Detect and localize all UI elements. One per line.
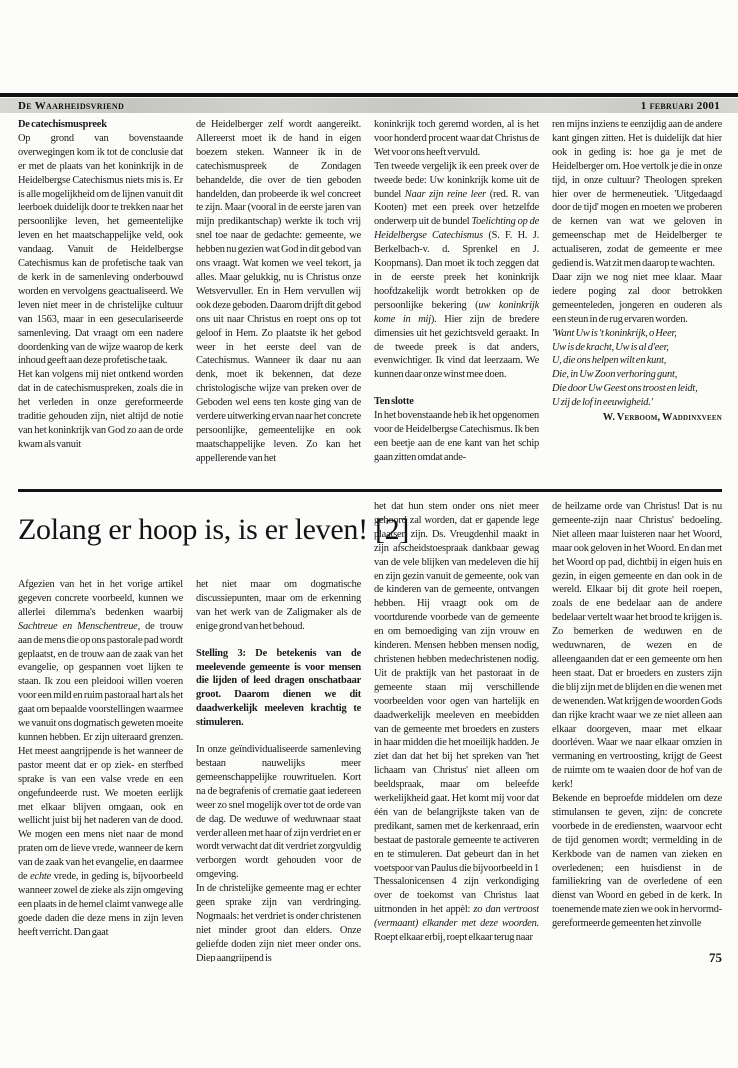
feature-column-2 — [196, 578, 361, 962]
issue-date: 1 februari 2001 — [640, 99, 720, 112]
poem-line: 'Want Uw is 't koninkrijk, o Heer, — [552, 327, 677, 339]
paragraph: koninkrijk toch geremd worden, al is het voor honderd procent waar dat Christus de Wet voor ons heeft vervuld. — [374, 119, 539, 158]
paragraph: het niet maar om dogmatische discussiepunten, maar om de erkenning van het werk van de Zaligmaker als de enige grond van het behoud. — [196, 579, 361, 632]
poem-line: Die, in Uw Zoon verhoring gunt, — [552, 369, 678, 381]
paragraph: de Heidelberger zelf wordt aangereikt. Allereerst moet ik de hand in eigen boezem steken. Wanneer ik in de catechismuspreek de Zondagen behandelde, die over de tien geboden handelden, dan probeerde ik wel concreet te zijn. Maar (vooral in de eerste jaren van mijn predikantschap) werkte ik toch vrij snel toe naar de gedachte: gemeente, we hebben nu gezien wat God in dit gebod van ons vraagt. Wat komen we veel tekort, ja alles. Maar gelukkig, nu is Christus onze Wetsvervuller. En in Hem vervullen wij ook deze geboden. Daarom drijft dit gebod ons uit naar Christus en roept ons op tot geloof in Hem. Zo plaatste ik het gebod weer in het eerste deel van de Catechismus. Wanneer ik daar nu aan denk, moet ik bekennen, dat deze christologische wijze van preken over de Geboden wel eens ten koste ging van de verdere uitwerking ervan naar het concrete persoonlijke, gemeentelijke en ook maatschappelijke leven. Zo kan het appellerende van het — [196, 119, 361, 464]
paragraph: In de christelijke gemeente mag er echter geen sprake zijn van verdringing. Nogmaals: het verdriet is onder christenen niet minder groot dan elders. Onze geliefde doden zijn niet meer onder ons. Diep aangrijpend is — [196, 883, 361, 962]
masthead-rule — [0, 93, 738, 97]
section-divider-rule — [18, 489, 722, 492]
paragraph: Daar zijn we nog niet mee klaar. Maar iedere poging zal door betrokken gemeenteleden, jongeren en ouderen als een steun in de rug ervaren worden. — [552, 271, 722, 325]
column-heading: De catechismuspreek — [18, 119, 107, 130]
article-column-4 — [552, 118, 722, 489]
feature-article — [0, 497, 738, 1042]
poem-line: U zij de lof in eeuwigheid.' — [552, 397, 653, 409]
paragraph: Ten tweede vergelijk ik een preek over de tweede bede: Uw koninkrijk kome uit de bundel Naar zijn reine leer (red. R. van Kooten) met een preek over hetzelfde onderwerp uit de bundel Toelichting op de Heidelbergse Catechismus (S. F. H. J. Berkelbach-v. d. Sprenkel en J. Koopmans). Dan moet ik toch zeggen dat in de eerste preek het koninkrijk hoofdzakelijk wordt betrokken op de persoonlijke bekering (uw koninkrijk kome in mij). Hier zijn de bredere dimensies uit het gezichtsveld geraakt. In de tweede preek is dat anders, evenwichtiger. Ik vind dat leerzaam. We kunnen daar onze winst mee doen. — [374, 160, 539, 381]
paragraph: Het kan volgens mij niet ontkend worden dat in de catechismuspreken, zoals die in het verleden in onze gereformeerde traditie gehouden zijn, niet altijd de notie van het koninkrijk van God zo aan de orde kwam als vanuit — [18, 369, 183, 450]
top-article — [0, 118, 738, 489]
poem-line: U, die ons helpen wilt en kunt, — [552, 355, 667, 367]
paragraph: Stelling 3: De betekenis van de meelevende gemeente is voor mensen die lijden of leed dragen onschatbaar groot. Daarom dienen we dit daadwerkelijk meeleven krachtig te stimuleren. — [196, 647, 361, 729]
column-heading: Ten slotte — [374, 396, 414, 408]
paragraph: Op grond van bovenstaande overwegingen kom ik tot de conclusie dat er met de plaats van het koninkrijk in de Heidelbergse Catechismus niets mis is. Er is alle mogelijkheid om de lijnen vanuit dit leerboek duidelijk door te trekken naar het persoonlijke leven, het gemeentelijke leven en het maatschappelijke veld, ook vandaag. Vanuit de Heidelbergse Catechismus kan de profetische taak van de kerk in de samenleving onderbouwd worden en vervolgens geactualiseerd. We leven niet meer in de christelijke cultuur van 1563, maar in een geseculariseerde samenleving. Dat vraagt om een nadere doordenking van de wijze waarop de kerk inhoud geeft aan deze profetische taak. — [18, 132, 183, 367]
article-column-2 — [196, 118, 361, 489]
feature-column-4 — [552, 500, 722, 962]
article-column-1 — [18, 118, 183, 489]
paragraph: Bekende en beproefde middelen om deze stimulansen te geven, zijn: de concrete voorbede in de erediensten, waarvoor echt de tijd genomen wordt; vermelding in de Kerkbode van de namen van zieken en overledenen; een huisdienst in de familiekring van de overledene of een dienst van Woord en gebed in de kerk. In toenemende mate zien we ook in hervormd-gereformeerde gemeenten het zinvolle — [552, 793, 722, 930]
paragraph: Afgezien van het in het vorige artikel gegeven concrete voorbeeld, kunnen we allerlei dilemma's bedenken waarbij Sachtreue en Menschentreue, de trouw aan de mens die op ons pastorale pad wordt geplaatst, en de trouw aan de zaak van het evangelie, op gespannen voet lijken te staan. Ik zou een pleidooi willen voeren voor een mild en ruim pastoraal hart als het gaat om bepaalde voorstellingen waarmee we vanuit ons dogmatisch geweten moeite kunnen hebben. Er zijn uiteraard grenzen. Het meest aangrijpende is het wanneer de pastor meent dat er op ziek- en sterfbed sprake is van een valse vrede en een ongefundeerde rust. We moeten eerlijk met elkaar blijven omgaan, ook en wellicht juist bij het naderen van de dood. We mogen een mens niet naar de mond praten om de lieve vrede, wanneer de kern van de zaak van het evangelie, en daarmee de echte vrede, in geding is, bijvoorbeeld wanneer zowel de zieke als zijn omgeving een plaats in de hemel claimt vanwege alle goede daden die deze mens in zijn leven heeft verricht. Dan gaat — [18, 579, 183, 938]
paragraph: ren mijns inziens te eenzijdig aan de andere kant gingen zitten. Het is duidelijk dat hier ook in geding is: hoe ga je met de Heidelberger om. Hoe vertolk je die in onze tijd, in onze cultuur? Theologen spreken hier over de hermeneutiek. 'Uitgedaagd door de tijd' mogen en moeten we proberen de kernen van wat we geloven in gemeenschap met de Heidelberger te actualiseren, zodat de gemeente er mee gediend is. Wat zit men daarop te wachten. — [552, 119, 722, 270]
paragraph: In het bovenstaande heb ik het opgenomen voor de Heidelbergse Catechismus. Ik ben een beetje aan de ene kant van het schip gaan zitten omdat ande- — [374, 410, 539, 463]
page-number: 75 — [709, 950, 722, 965]
poem-line: Uw is de kracht, Uw is al d'eer, — [552, 341, 669, 353]
paragraph: het dat hun stem onder ons niet meer gehoord zal worden, dat er gapende lege plaatsen zijn. Ds. Vreugdenhil maakt in zijn afscheidstoespraak dankbaar gewag van de vele blijken van medeleven die hij en zijn gezin vanuit de gemeente, ook van de kinderen van de gemeente, ontvangen hebben. Hij vraagt ook om de voortdurende voorbede van de gemeente en om bemoediging van zijn vrouw en kinderen. Mensen hebben mensen nodig, christenen hebben medechristenen nodig. Uit de praktijk van het pastoraat in de gemeente staan mij verschillende voorbeelden voor ogen van hartelijk en daadwerkelijk meeleven en meebidden van de gemeente met broeders en zusters in haar midden die het moeilijk hadden. Je ziet dan dat het bij het spreken van 'het lichaam van Christus' niet alleen om beeldspraak, maar om beleefde werkelijkheid gaat. Het komt mij voor dat één van de belangrijkste taken van de predikant, samen met de kerkenraad, erin bestaat de pastorale gemeente te activeren en te stimuleren. Dat gebeurt dan in het voetspoor van Paulus die bijvoorbeeld in 1 Thessalonicensen 4 zijn verkondiging over de toekomst van Christus laat uitmonden in het appèl: zo dan vertroost (vermaant) elkander met deze woorden. Roept elkaar erbij, roept elkaar terug naar — [374, 501, 539, 944]
article-column-3 — [374, 118, 539, 489]
paragraph: In onze geïndividualiseerde samenleving bestaan nauwelijks meer gemeenschappelijke rouwrituelen. Kort na de begrafenis of crematie gaat iedereen weer zo snel mogelijk over tot de orde van de dag. De weduwe of weduwnaar staat verder alleen met haar of zijn verdriet en er wordt verwacht dat dit verdriet zorgvuldig verborgen wordt gehouden voor de omgeving. — [196, 744, 361, 881]
magazine-title: De Waarheidsvriend — [18, 99, 125, 112]
author-signature: W. Verboom, Waddinxveen — [602, 412, 722, 424]
feature-column-3 — [374, 500, 539, 962]
poem-line: Die door Uw Geest ons troost en leidt, — [552, 383, 698, 395]
masthead — [0, 98, 738, 113]
feature-column-1 — [18, 578, 183, 962]
paragraph: de heilzame orde van Christus! Dat is nu gemeente-zijn naar Christus' bedoeling. Niet alleen maar luisteren naar het Woord, maar ook geloven in het Woord. En dan met het Woord op pad, dichtbij in eigen huis en gezin, in eigen gemeente en dan ook in de wereld. Elkaar bij dit grote heil roepen, zoals de ene bedelaar aan de andere bedelaar vertelt waar het brood te krijgen is. Zo bemerken de weduwen en de weduwnaren, de wezen en de alleengaanden dat er een gemeente om hen heen staat. Dat er broeders en zusters zijn die blij zijn met de blijden en die wenen met de wenenden. Wat krijgen de woorden Gods dan rijke kracht waar we ze niet alleen aan elkaar doorgeven, maar met elkaar doorléven. Waar we naar elkaar omzien in vermaning en vertroosting, krijgt de Geest de ruimte om te waaien door de hof van de kerk! — [552, 501, 722, 791]
article-headline: Zolang er hoop is, is er leven! [2] — [18, 513, 410, 546]
poem — [552, 327, 722, 410]
